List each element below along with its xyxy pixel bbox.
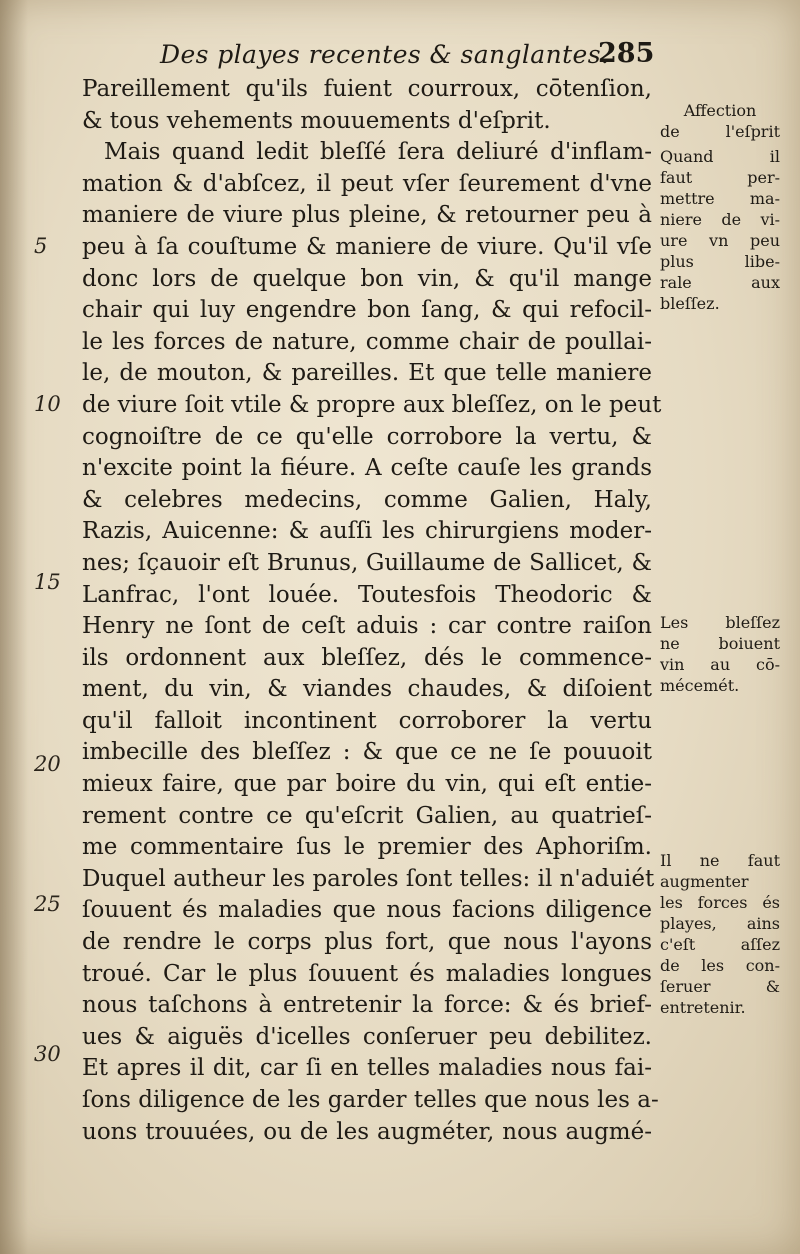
marginal-note	[660, 850, 780, 1018]
text-line: troué. Car le plus ſouuent és maladies longues	[82, 960, 652, 987]
text-line: rement contre ce qu'eſcrit Galien, au quatrieſ-	[82, 802, 652, 829]
text-line: n'excite point la fiéure. A ceſte cauſe les grands	[82, 455, 652, 482]
text-line: Mais quand ledit bleſſé ſera deliuré d'inflam-	[104, 139, 652, 166]
marginal-note-line: mettre ma-	[660, 189, 780, 208]
marginal-note-line: c'eſt aſſez	[660, 935, 780, 954]
marginal-note	[660, 146, 780, 314]
text-line: Razis, Auicenne: & auſſi les chirurgiens moder-	[82, 518, 652, 545]
running-title: Des playes recentes & sanglantes.	[160, 40, 610, 69]
line-number: 20	[34, 752, 61, 776]
text-line: uons trouuées, ou de les augméter, nous augmé-	[82, 1118, 652, 1145]
text-line: Duquel autheur les paroles ſont telles: il n'aduiét	[82, 865, 655, 892]
marginal-note-line: Les bleſſez	[660, 613, 780, 632]
marginal-note-line: les forces és	[660, 893, 780, 912]
text-line: me commentaire ſus le premier des Aphoriſm.	[82, 834, 652, 861]
marginal-note-line: ſeruer &	[660, 977, 780, 996]
text-line: Pareillement qu'ils fuient courroux, cōtenſion,	[82, 76, 652, 102]
page-number: 285	[598, 38, 655, 69]
text-line: chair qui luy engendre bon ſang, & qui refocil-	[82, 297, 652, 324]
text-line: Lanfrac, l'ont louée. Toutesfois Theodoric &	[82, 581, 652, 608]
text-line: nes; ſçauoir eſt Brunus, Guillaume de Sallicet, &	[82, 549, 652, 576]
marginal-note-line: mécemét.	[660, 676, 740, 695]
marginal-note-line: de les con-	[660, 956, 780, 975]
body-text	[82, 74, 662, 1148]
text-line: de rendre le corps plus fort, que nous l'ayons	[82, 929, 652, 956]
text-line: ils ordonnent aux bleſſez, dés le commence-	[82, 644, 652, 671]
text-line: ues & aiguës d'icelles conſeruer peu debilitez.	[82, 1023, 652, 1050]
text-line: ſons diligence de les garder telles que nous les a-	[82, 1087, 659, 1113]
text-line: le les forces de nature, comme chair de poullai-	[82, 328, 652, 355]
text-line: peu à ſa couſtume & maniere de viure. Qu'il vſe	[82, 233, 652, 260]
line-number: 15	[34, 570, 61, 594]
line-number: 25	[34, 892, 61, 916]
marginal-note	[660, 100, 780, 142]
text-line: le, de mouton, & pareilles. Et que telle maniere	[82, 360, 652, 387]
text-line: ſouuent és maladies que nous facions diligence	[82, 897, 652, 924]
marginal-note-line: de l'eſprit	[660, 122, 780, 141]
marginal-note-line: Affection	[683, 101, 757, 120]
marginal-note-line: faut per-	[660, 168, 780, 187]
marginal-note-line: bleſſez.	[660, 294, 720, 313]
marginal-note-line: Il ne faut	[660, 851, 780, 870]
line-number: 10	[34, 392, 61, 416]
text-line: mation & d'abſcez, il peut vſer ſeurement d'vne	[82, 170, 652, 197]
marginal-note-line: entretenir.	[660, 998, 746, 1017]
text-line: mieux faire, que par boire du vin, qui eſt entie-	[82, 771, 652, 798]
marginal-note-line: plus libe-	[660, 252, 780, 271]
marginal-note-line: vin au cō-	[660, 655, 780, 674]
text-line: & celebres medecins, comme Galien, Haly,	[82, 486, 652, 513]
text-line: ment, du vin, & viandes chaudes, & diſoient	[82, 676, 652, 703]
line-number-column	[0, 0, 80, 1254]
text-line: cognoiſtre de ce qu'elle corrobore la vertu, &	[82, 423, 652, 450]
text-line: Et apres il dit, car ſi en telles maladies nous fai-	[82, 1055, 652, 1082]
marginal-note-line: niere de vi-	[660, 210, 780, 229]
text-line: Henry ne ſont de ceſt aduis : car contre raiſon	[82, 613, 652, 640]
marginal-note-line: playes, ains	[660, 914, 780, 933]
marginal-note-line: augmenter	[660, 872, 749, 891]
marginal-note-line: ne boiuent	[660, 634, 780, 653]
text-line: & tous vehements mouuements d'eſprit.	[82, 107, 551, 134]
text-line: de viure ſoit vtile & propre aux bleſſez, on le peut	[82, 391, 662, 418]
text-line: donc lors de quelque bon vin, & qu'il mange	[82, 265, 652, 292]
text-line: qu'il falloit incontinent corroborer la vertu	[82, 707, 652, 734]
marginal-note	[660, 612, 780, 696]
line-number: 30	[34, 1042, 61, 1066]
marginal-note-line: Quand il	[660, 147, 780, 166]
line-number: 5	[34, 234, 48, 258]
text-line: nous taſchons à entretenir la force: & és brief-	[82, 992, 652, 1019]
marginal-note-line: rale aux	[660, 273, 780, 292]
marginal-note-line: ure vn peu	[660, 231, 780, 250]
text-line: maniere de viure plus pleine, & retourner peu à	[82, 202, 652, 229]
text-line: imbecille des bleſſez : & que ce ne ſe pouuoit	[82, 739, 652, 766]
